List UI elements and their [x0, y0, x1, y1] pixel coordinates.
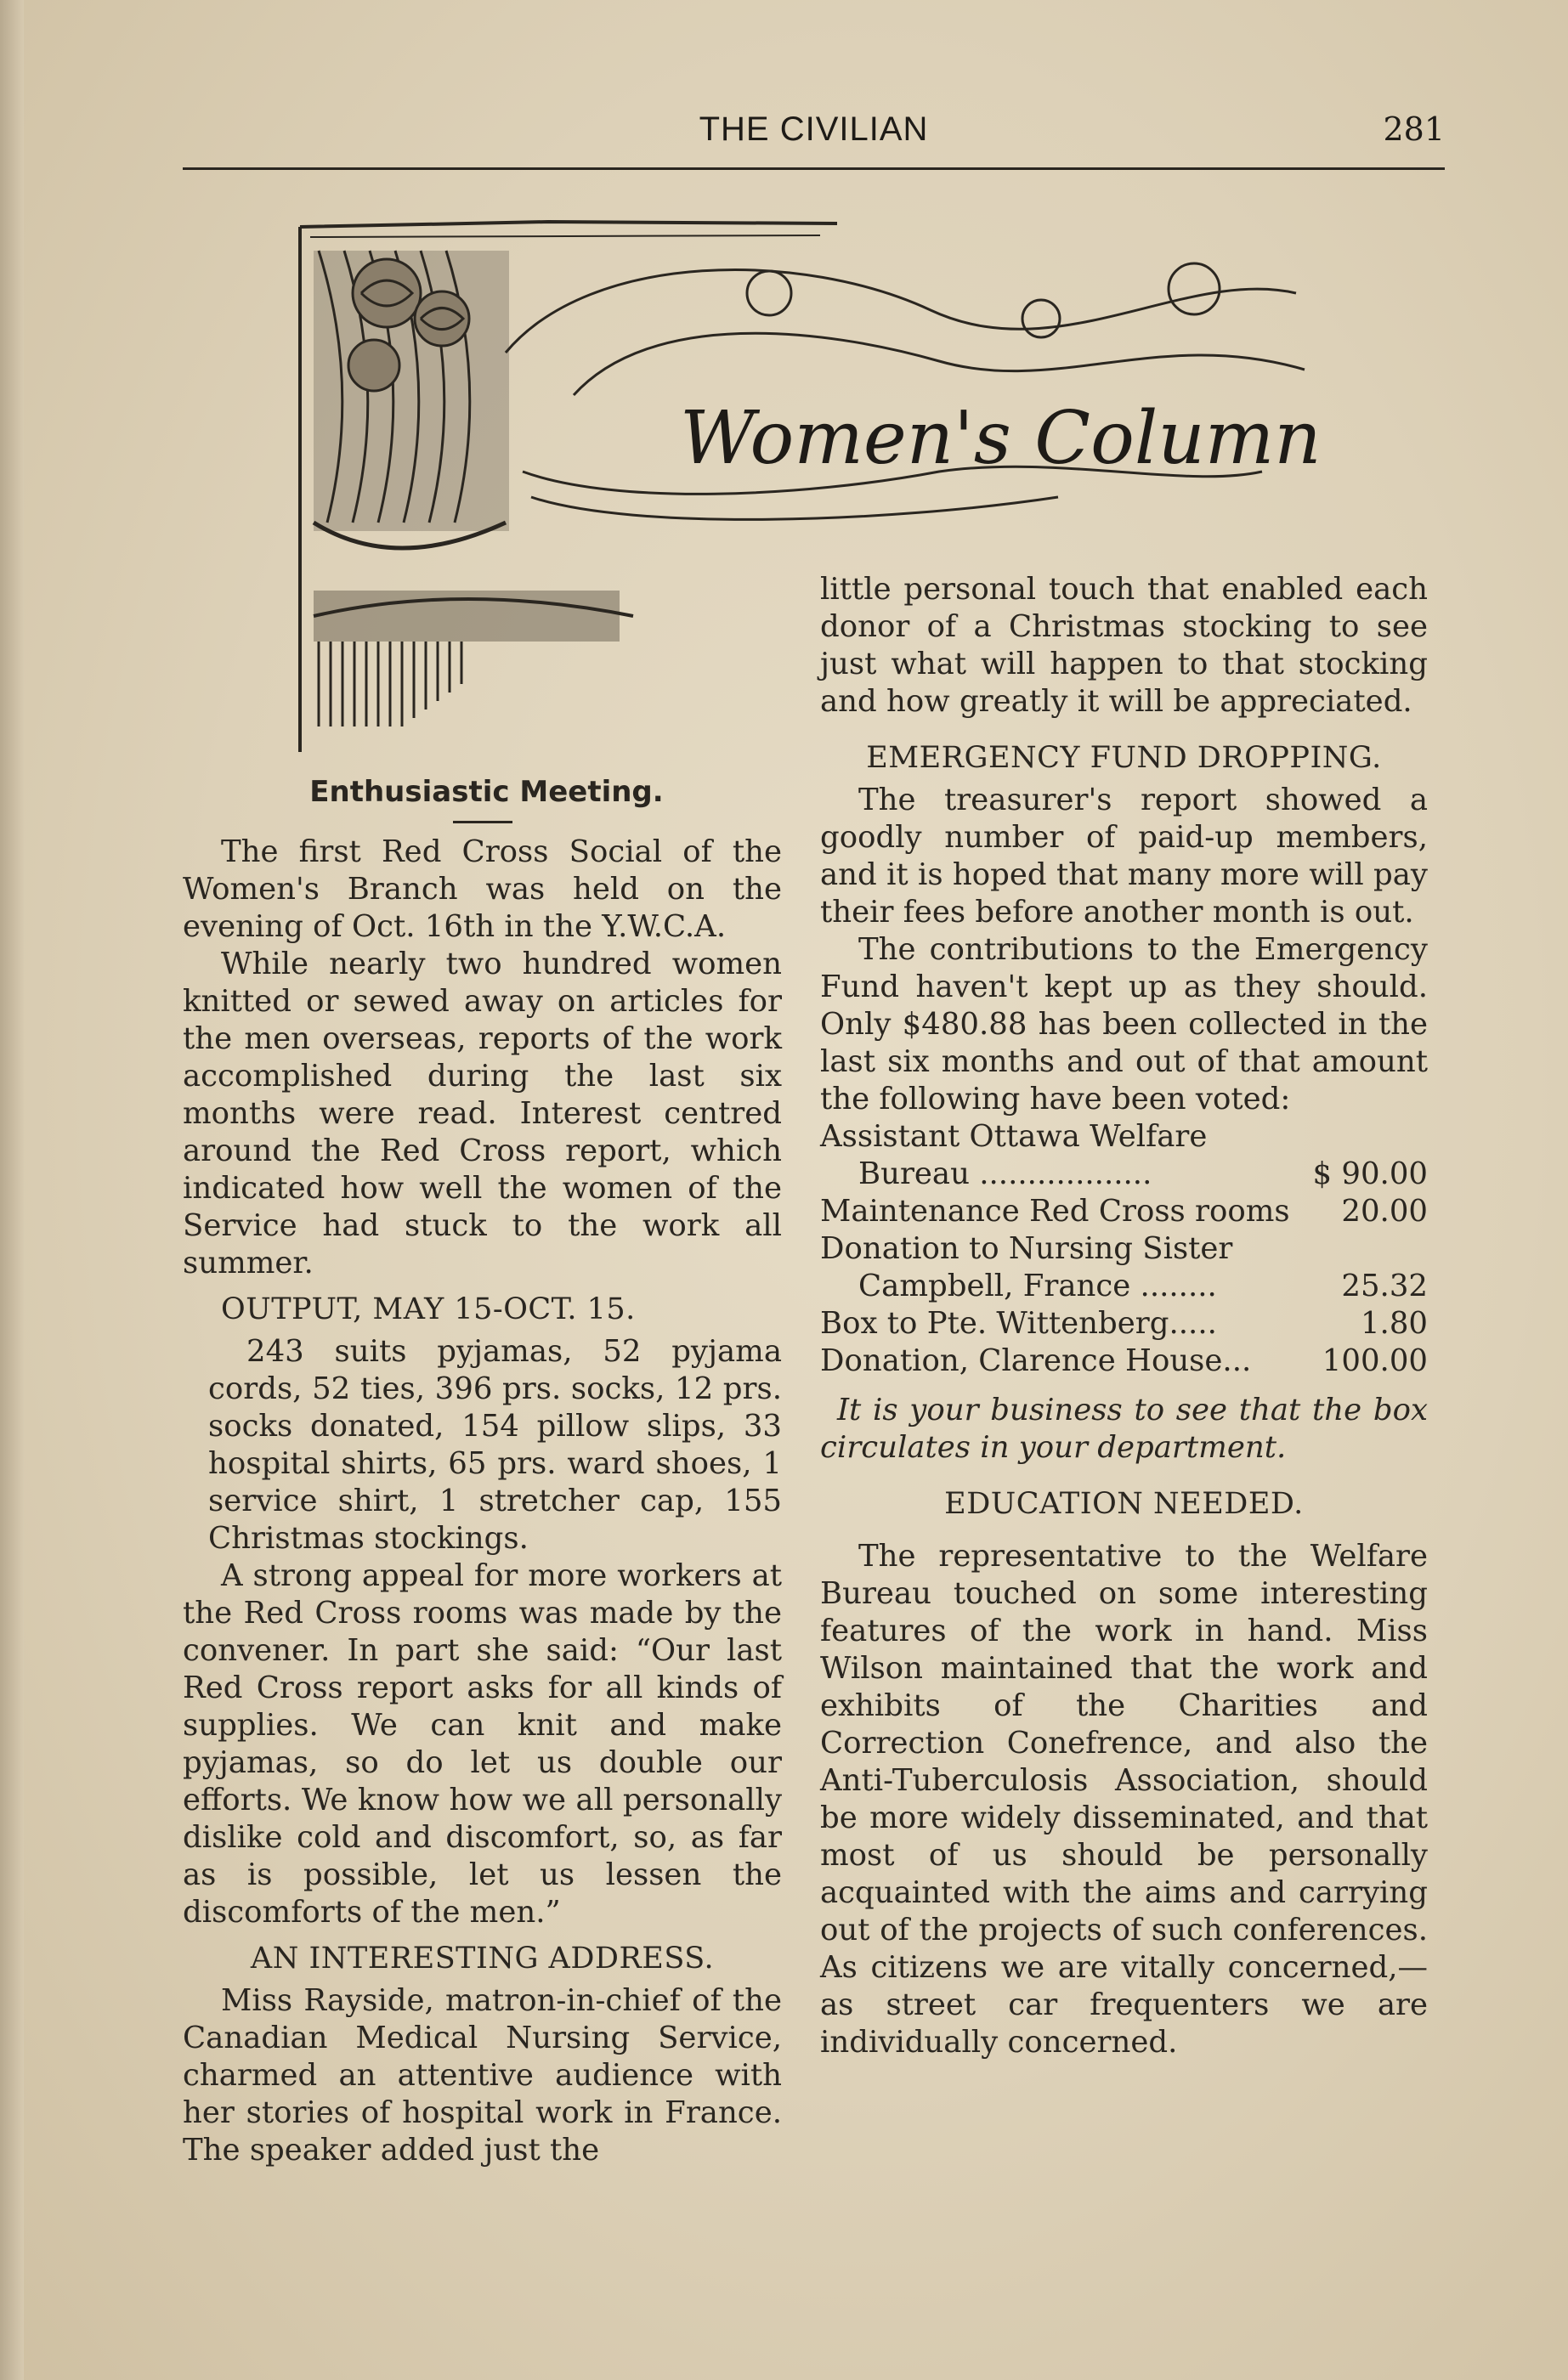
paragraph-address: Miss Rayside, matron-in-chief of the Canadian Medical Nursing Service, charmed an attentive audience with her stories of hospital work in France. The speaker added just the: [183, 1983, 782, 2168]
meeting-heading: Enthusiastic Meeting.: [309, 775, 664, 809]
paragraph-education: The representative to the Welfare Bureau touched on some interesting features of the work in hand. Miss Wilson maintained that the work and exhibits of the Charities and Correction Conefrence, and also the Anti-Tuberculosis Association, should be more widely disseminated, and that most of us should be personally acquainted with the aims and carrying out of the projects of such conferences. As citizens we are vitally concerned,—as street car frequenters we are individually concerned.: [820, 1539, 1428, 2060]
page-gutter: [0, 0, 24, 2380]
ledger-row: [820, 1193, 1428, 1230]
paragraph-appeal: A strong appeal for more workers at the Red Cross rooms was made by the convener. In part she said: “Our last Red Cross report asks for all kinds of supplies. We can knit and make pyjamas, so do let us double our efforts. We know how we all personally dislike cold and discomfort, so, as far as is possible, let us lessen the discomforts of the men.”: [183, 1558, 782, 1930]
education-heading: EDUCATION NEEDED.: [944, 1487, 1304, 1521]
ledger-label: Donation, Clarence House...: [820, 1343, 1252, 1378]
output-block: [183, 1291, 782, 1557]
paragraph-first-social: The first Red Cross Social of the Women's Branch was held on the evening of Oct. 16th in the Y.W.C.A.: [183, 834, 782, 944]
ledger-amount: $ 90.00: [1312, 1156, 1428, 1191]
ledger-amount: 20.00: [1341, 1194, 1428, 1229]
paragraph-treasurer: The treasurer's report showed a goodly number of paid-up members, and it is hoped that many more will pay their fees before another month is out.: [820, 783, 1428, 930]
ledger-label-cont: Campbell, France ........: [858, 1269, 1217, 1303]
ledger-label: Box to Pte. Wittenberg.....: [820, 1306, 1217, 1341]
ledger-label: Assistant Ottawa Welfare: [820, 1119, 1208, 1154]
left-column: [183, 773, 782, 2169]
italic-note: It is your business to see that the box circulates in your department.: [820, 1393, 1428, 1465]
scroll-flourish-icon: [506, 263, 1305, 519]
journal-title: THE CIVILIAN: [699, 110, 929, 148]
ledger-row: [820, 1343, 1428, 1380]
page-number: 281: [1383, 110, 1445, 148]
paragraph-reports: While nearly two hundred women knitted or sewed away on articles for the men overseas, reports of the work accomplished during the last six months were read. Interest centred around the Red Cross report, which indicated how well the women of the Service had stuck to the work all summer.: [183, 947, 782, 1280]
output-list: 243 suits pyjamas, 52 pyjama cords, 52 ties, 396 prs. socks, 12 prs. socks donated, 154 pillow slips, 33 hospital shirts, 65 prs. ward shoes, 1 service shirt, 1 stretcher cap, 155 Christmas stockings.: [208, 1334, 782, 1556]
ledger-table: [820, 1118, 1428, 1380]
emergency-heading: EMERGENCY FUND DROPPING.: [866, 741, 1382, 775]
frame-line-top: [300, 222, 837, 227]
address-heading: AN INTERESTING ADDRESS.: [250, 1942, 715, 1976]
running-head: [183, 110, 1445, 161]
ledger-amount: 1.80: [1360, 1306, 1428, 1341]
ledger-row: [820, 1118, 1428, 1193]
paragraph-contributions: The contributions to the Emergency Fund haven't kept up as they should. Only $480.88 has been collected in the last six months and out of that amount the following have been voted:: [820, 932, 1428, 1117]
heading-rule: [453, 821, 512, 823]
output-heading: OUTPUT, MAY 15-OCT. 15.: [221, 1292, 636, 1326]
womens-column-title: Women's Column: [680, 396, 1322, 481]
ledger-label: Donation to Nursing Sister: [820, 1231, 1233, 1266]
ledger-amount: 25.32: [1341, 1269, 1428, 1303]
curtain-drapery-icon: [314, 251, 633, 726]
paragraph-continuation: little personal touch that enabled each donor of a Christmas stocking to see just what will happen to that stocking and how greatly it will be appreciated.: [820, 572, 1428, 719]
ledger-row: [820, 1230, 1428, 1305]
right-column: [820, 571, 1428, 2061]
ledger-label-cont: Bureau ..................: [858, 1156, 1152, 1191]
ledger-amount: 100.00: [1322, 1343, 1428, 1378]
header-rule: [183, 167, 1445, 170]
ledger-label: Maintenance Red Cross rooms: [820, 1194, 1290, 1229]
ledger-row: [820, 1305, 1428, 1343]
